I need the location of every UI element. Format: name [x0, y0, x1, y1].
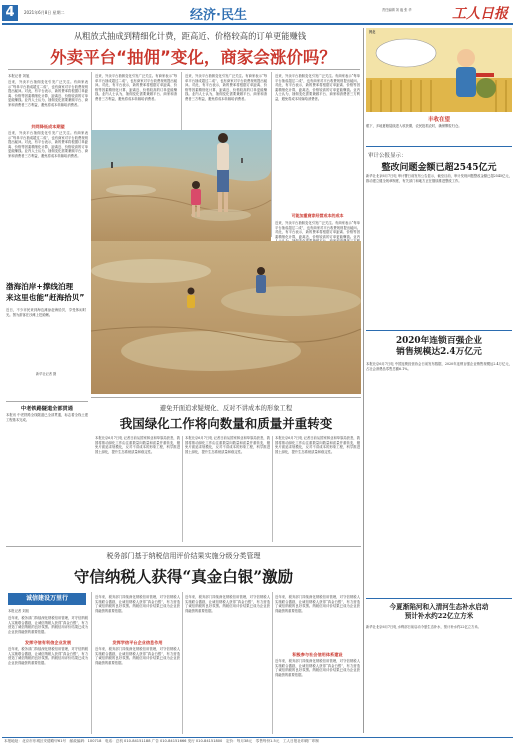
bottom-title: 守信纳税人获得“真金白银”激励 [73, 567, 294, 586]
middle-body-col1: 本报北京6月7日电 记者日前从国家林业和草原局获悉，我国将推动绿化工作由注重数量向数量和质量并重转变，避免片面追求规模化，反对不讲成本的形象工程，科学推进国土绿化，提升生态系统质量和稳定性。 [95, 436, 180, 454]
right-rule-3 [366, 598, 512, 599]
bottom-body-col4a: 近年来，税务部门持续深化纳税信用管理，对守信纳税人实施联合激励，让诚信纳税人获得“真金白银”，有力营造了诚信纳税的良好氛围。纳税信用评价结果已成为企业获得融资的重要依据。 [275, 595, 360, 613]
audit-kicker: 审计公报显示： [368, 153, 407, 159]
left-brief-title: 中老铁路隧道全部贯通 [21, 406, 73, 412]
sales-title: 2020年连锁百强企业 销售规模达2.4万亿元 [395, 336, 483, 357]
lead-body-col1: 近来，外卖平台抽佣变化引发广泛关注。有商家表示“每单平台抽成超过二成”，也有商家对平台收费规则提出疑问。对此，有平台表示，新的费率将根据订单距离、价格等因素精细化计算，距离近、价格较高的订单更能赚钱。业内人士认为，抽佣变化需要兼顾平台、商家和消费者三方利益，避免将成本转嫁给消费者。 [8, 80, 88, 107]
audit-title: 整改问题金额已超2545亿元 [381, 163, 497, 173]
photo-caption-subtitle: 来这里也能“赶海拾贝” [6, 293, 85, 302]
middle-title: 我国绿化工作将向数量和质量并重转变 [119, 416, 333, 431]
beach-photo-image [91, 130, 271, 241]
middle-body-col3: 本报北京6月7日电 记者日前从国家林业和草原局获悉，我国将推动绿化工作由注重数量向数量和质量并重转变，避免片面追求规模化，反对不讲成本的形象工程，科学推进国土绿化，提升生态系统质量和稳定性。 [275, 436, 360, 454]
sales-body: 本报北京6月7日电 中国连锁经营协会日前发布数据，2020年连锁百强企业销售规模达2.4万亿元，占社会消费品零售总额6.1%。 [366, 362, 512, 371]
audit-body: 新华社北京6月7日电 审计署日前发布公告显示，截至目前，审计发现问题整改金额已超2545亿元，推动建立健全规章制度，有关部门和地方正在继续推进整改工作。 [366, 174, 512, 183]
reform-title: 今夏渐陷河和入清河生态补水启动 预计补水约22亿立方米 [389, 603, 489, 620]
bottom-body-col3: 近年来，税务部门持续深化纳税信用管理，对守信纳税人实施联合激励，让诚信纳税人获得“真金白银”，有力营造了诚信纳税的良好氛围。纳税信用评价结果已成为企业获得融资的重要依据。 [185, 595, 270, 613]
cartoon-title: 丰收在望 [427, 117, 450, 123]
page-number-badge: 4 [2, 5, 18, 21]
col-divider [271, 72, 272, 237]
lead-subhead-1: 共同降低成本期望 [31, 124, 65, 129]
bottom-body-col1a: 近年来，税务部门持续深化纳税信用管理，对守信纳税人实施联合激励，让诚信纳税人获得“真金白银”，有力营造了诚信纳税的良好氛围。纳税信用评价结果已成为企业获得融资的重要依据。 [8, 616, 88, 634]
left-brief-body: 本报讯 中老铁路全线隧道已全部贯通，标志着全线土建工程基本完成。 [6, 413, 88, 422]
bottom-divider [182, 592, 183, 734]
masthead-rule [2, 23, 513, 25]
lead-body-col3: 近来，外卖平台抽佣变化引发广泛关注。有商家表示“每单平台抽成超过二成”，也有商家对平台收费规则提出疑问。对此，有平台表示，新的费率将根据订单距离、价格等因素精细化计算，距离近、价格较高的订单更能赚钱。业内人士认为，抽佣变化需要兼顾平台、商家和消费者三方利益，避免将成本转嫁给消费者。 [185, 74, 267, 101]
lead-kicker: 从粗放式抽成到精细化计费，距高近、价格较高的订单更能赚钱 [73, 31, 307, 41]
photo-caption-title: 渤海泊岸+撑线泊理 [6, 282, 74, 291]
section-title: 经济·民生 [190, 8, 247, 23]
right-rule-1 [366, 146, 512, 147]
bottom-divider [91, 592, 92, 734]
beach-photo-large [91, 241, 361, 394]
bottom-kicker: 税务部门基于纳税信用评价结果实施分级分类管理 [106, 552, 261, 560]
issue-date: 2021年6月8日 星期二 [24, 10, 65, 15]
bottom-subhead-2: 发挥学信平台企业信息作用 [112, 640, 163, 645]
bottom-top-rule [6, 546, 361, 547]
lead-subhead-3: 可能加重商家经营成本的成本 [291, 213, 344, 218]
bottom-divider [272, 592, 273, 734]
bottom-body-col2a: 近年来，税务部门持续深化纳税信用管理，对守信纳税人实施联合激励，让诚信纳税人获得“真金白银”，有力营造了诚信纳税的良好氛围。纳税信用评价结果已成为企业获得融资的重要依据。 [95, 595, 180, 613]
bottom-body-col4b: 近年来，税务部门持续深化纳税信用管理，对守信纳税人实施联合激励，让诚信纳税人获得“真金白银”，有力营造了诚信纳税的良好氛围。纳税信用评价结果已成为企业获得融资的重要依据。 [275, 659, 360, 677]
middle-divider [272, 436, 273, 542]
footer-rule [2, 737, 513, 738]
reform-body: 新华社北京6月7日电 水利部日前启动今夏生态补水，预计补水约22亿立方米。 [366, 625, 481, 629]
photo-caption-credit: 新华社记者 摄 [36, 372, 57, 376]
lead-body-col4: 近来，外卖平台抽佣变化引发广泛关注。有商家表示“每单平台抽成超过二成”，也有商家对平台收费规则提出疑问。对此，有平台表示，新的费率将根据订单距离、价格等因素精细化计算，距离近、价格较高的订单更能赚钱。业内人士认为，抽佣变化需要兼顾平台、商家和消费者三方利益，避免将成本转嫁给消费者。 [275, 74, 360, 101]
lead-body-col1b: 近来，外卖平台抽佣变化引发广泛关注。有商家表示“每单平台抽成超过二成”，也有商家对平台收费规则提出疑问。对此，有平台表示，新的费率将根据订单距离、价格等因素精细化计算，距离近、价格较高的订单更能赚钱。业内人士认为，抽佣变化需要兼顾平台、商家和消费者三方利益，避免将成本转嫁给消费者。 [8, 131, 88, 158]
beach-photo-lower-image [91, 241, 361, 394]
lead-title-rule [8, 69, 360, 70]
integrity-box: 诚信建设万里行 [8, 593, 86, 605]
bottom-subhead-1: 发挥守信有利信企业发展 [24, 640, 72, 645]
cartoon [366, 28, 512, 112]
lead-title: 外卖平台“抽佣”变化，商家会涨价吗？ [50, 48, 336, 67]
cartoon-image [366, 28, 512, 112]
right-col-divider [363, 28, 364, 733]
middle-top-rule [91, 397, 361, 398]
bottom-body-col1b: 近年来，税务部门持续深化纳税信用管理，对守信纳税人实施联合激励，让诚信纳税人获得“真金白银”，有力营造了诚信纳税的良好氛围。纳税信用评价结果已成为企业获得融资的重要依据。 [8, 647, 88, 665]
middle-divider [182, 436, 183, 542]
footer-text: 本报地址：北京市东城区安德路甲61号 邮政编码：100718 电话：总机 010-84151188 广告 010-84151666 发行 010-84151800 定价：每月38元 零售每份1.5元 工人日报社印刷厂印制 [4, 739, 319, 743]
beach-photo [91, 130, 271, 241]
bottom-body-col2b: 近年来，税务部门持续深化纳税信用管理，对守信纳税人实施联合激励，让诚信纳税人获得“真金白银”，有力营造了诚信纳税的良好氛围。纳税信用评价结果已成为企业获得融资的重要依据。 [95, 647, 180, 665]
lead-byline: 本报记者 刘旭 [8, 74, 30, 78]
photo-caption-body: 近日，不少市民来到海边滩涂赶海拾贝，享受休闲时光。图为游客在沙滩上挖蛤蜊。 [6, 308, 86, 317]
masthead [0, 0, 515, 26]
middle-kicker: 避免开面追求疑规化、反对不讲成本的形象工程 [159, 405, 293, 412]
lead-body-col4b: 近来，外卖平台抽佣变化引发广泛关注。有商家表示“每单平台抽成超过二成”，也有商家对平台收费规则提出疑问。对此，有平台表示，新的费率将根据订单距离、价格等因素精细化计算，距离近、价格较高的订单更能赚钱。业内 [275, 221, 360, 239]
lead-body-col2: 近来，外卖平台抽佣变化引发广泛关注。有商家表示“每单平台抽成超过二成”，也有商家对平台收费规则提出疑问。对此，有平台表示，新的费率将根据订单距离、价格等因素精细化计算，距离近、价格较高的订单更能赚钱。业内人士认为，抽佣变化需要兼顾平台、商家和消费者三方利益，避免将成本转嫁给消费者。 [95, 74, 177, 101]
middle-body-col2: 本报北京6月7日电 记者日前从国家林业和草原局获悉，我国将推动绿化工作由注重数量向数量和质量并重转变，避免片面追求规模化，反对不讲成本的形象工程，科学推进国土绿化，提升生态系统质量和稳定性。 [185, 436, 270, 454]
left-box-rule [6, 401, 88, 402]
right-rule-2 [366, 330, 512, 331]
newspaper-logo: 工人日报 [452, 6, 508, 22]
photo-caption-box [6, 244, 88, 394]
bottom-subhead-3: 积极参与社会信用体系建设 [292, 652, 343, 657]
bottom-byline: 本报记者 刘旭 [8, 609, 29, 613]
editor-line: 责任编辑 刘 毅 张 华 [382, 8, 412, 12]
cartoon-credit: 河北 [369, 30, 376, 34]
cartoon-caption: 眼下，多地夏粮陆续进入收获期，农民抢抓农时，确保颗粒归仓。 [366, 124, 462, 128]
